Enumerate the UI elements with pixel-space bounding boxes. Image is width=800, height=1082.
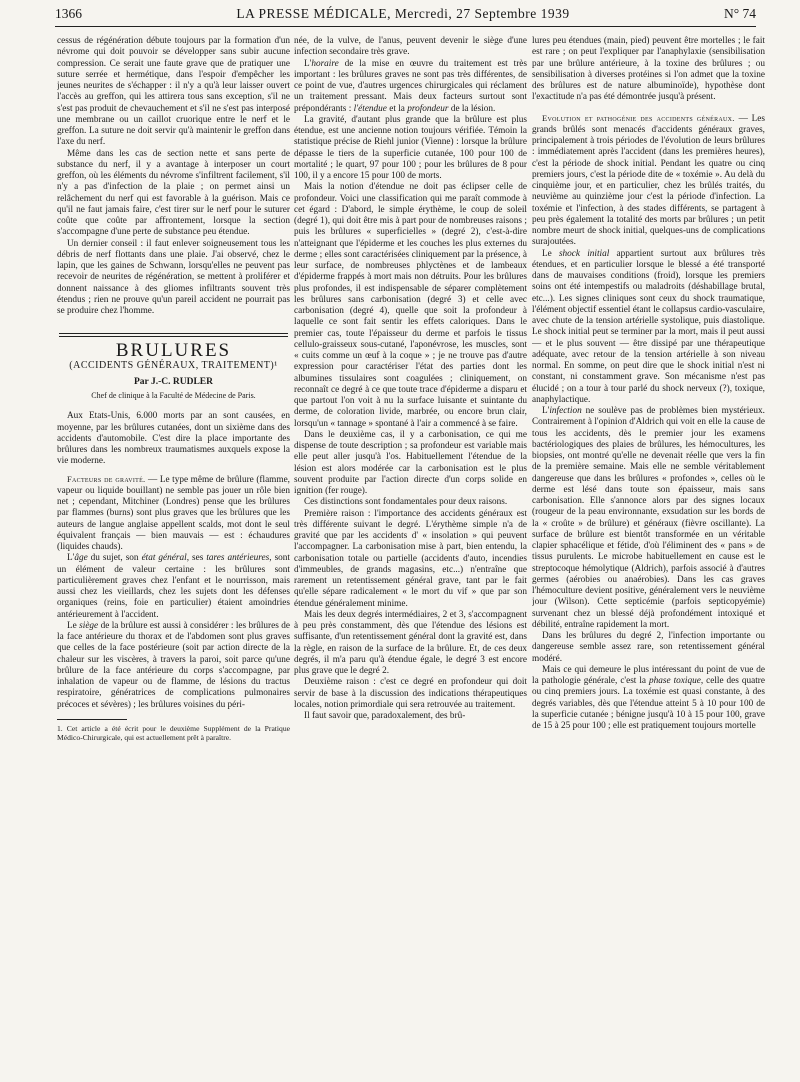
article-separator	[59, 333, 288, 337]
column-left	[57, 36, 290, 1036]
paragraph: Première raison : l'importance des accidents généraux est très différente suivant le degré. L'érythème simple n'a de gravité que par les accidents d' « insolation » qui peuvent l'accompagner. La carbonisation mise à part, bien entendu, la carbonisation totale ou partielle (accidents d'auto, incendies d'immeubles, de grands magasins, etc...) n'entraîne que rarement un retentissement général grave, tant par le fait qu'elle sépare radicalement « le mort du vif » que par son étendue généralement minime.	[294, 508, 527, 609]
paragraph: La gravité, d'autant plus grande que la brûlure est plus étendue, est une ancienne notion toujours vérifiée. Témoin la statistique précise de Riehl junior (Vienne) : lorsque la brûlure dépasse le tiers de la superficie cutanée, 100 pour 100 de mortalité ; le quart, 97 pour 100 ; pour les brûlures de 8 pour 100, il y a encore 15 pour 100 de morts.	[294, 114, 527, 181]
paragraph: L'âge du sujet, son état général, ses tares antérieures, sont un élément de valeur certaine : les brûlures sont particulièrement graves chez l'enfant et le nourrisson, mais aussi chez les vieillards, chez les sujets dont les défenses organiques (reins, foie en particulier) étaient amoindries antérieurement à l'accident.	[57, 553, 290, 620]
article-affiliation: Chef de clinique à la Faculté de Médecine de Paris.	[91, 391, 256, 400]
footnote-rule	[57, 719, 127, 720]
section-heading: Evolution et pathogénie des accidents généraux.	[542, 112, 735, 123]
paragraph: Même dans les cas de section nette et sans perte de substance du nerf, il y a avantage à interposer un court greffon, où les éléments du névrome s'infiltrent facilement, s'il n'y a pas d'infection de la plaie ; on permet ainsi un relâchement du nerf qui est favorable à la guérison. Mais ce qu'il ne faut jamais faire, c'est tirer sur le nerf pour le suturer coûte que coûte par affrontement, lorsque la section s'accompagne d'une perte de substance peu étendue.	[57, 148, 290, 238]
article-title: BRULURES	[115, 340, 232, 362]
paragraph: Dans le deuxième cas, il y a carbonisation, ce qui me dispense de toute description ; sa profondeur est variable mais elle peut aller jusqu'à l'os. Habituellement l'étendue de la lésion est alors modérée car la carbonisation est le plus souvent produite par l'action directe d'un corps solide en ignition (fer rouge).	[294, 429, 527, 496]
paragraph: cessus de régénération débute toujours par la formation d'un névrome qui doit pouvoir se développer sans subir aucune compression. Ce serait une faute grave que de pratiquer une suture serrée et hermétique, dans l'espoir d'empêcher les jeunes neurites de s'échapper : il n'y a qu'à leur laisser ouvert l'accès au greffon, qui les attirera tous sans exception, s'il ne s'est pas produit de chevauchement et s'il ne s'est pas interposé une membrane ou un caillot cruorique entre le nerf et le greffon. La suture ne doit servir qu'à maintenir le greffon dans l'axe du nerf.	[57, 36, 290, 148]
article-author: Par J.-C. RUDLER	[134, 376, 213, 387]
paragraph: L'horaire de la mise en œuvre du traitement est très important : les brûlures graves ne sont pas très différentes, de ce point de vue, d'autres urgences chirurgicales qui réclament un traitement pressant. Mais deux facteurs surtout sont prépondérants : l'étendue et la profondeur de la lésion.	[294, 58, 527, 114]
paragraph: Deuxième raison : c'est ce degré en profondeur qui doit servir de base à la discussion des indications thérapeutiques locales, notion primordiale qui sera retrouvée au traitement.	[294, 677, 527, 710]
paragraph: Mais les deux degrés intermédiaires, 2 et 3, s'accompagnent à peu près constamment, dès que l'étendue des lésions est suffisante, d'un retentissement général dont la gravité est, dans la règle, en raison de la surface de la brûlure. Et, de ces deux degrés, il m'a paru qu'à étendue égale, le degré 3 est encore plus grave que le degré 2.	[294, 609, 527, 676]
paragraph: Un dernier conseil : il faut enlever soigneusement tous les débris de nerf flottants dans une plaie. J'ai observé, chez le lapin, que les gaines de Schwann, lorsqu'elles ne peuvent pas recevoir de neurites de régénération, se mettent à proliférer et donnent naissance à des gliomes infiltrants souvent très étendus ; rien ne prouve qu'un pareil accident ne pourrait pas se produire chez l'homme.	[57, 238, 290, 316]
column-middle	[294, 36, 527, 1076]
paragraph: née, de la vulve, de l'anus, peuvent devenir le siège d'une infection secondaire très grave.	[294, 36, 527, 58]
paragraph: Facteurs de gravité. — Le type même de brûlure (flamme, vapeur ou liquide bouillant) ne semble pas jouer un rôle bien net ; cependant, Mitchiner (Londres) pense que les brûlures par flammes (burns) sont plus graves que les brûlures que les auteurs de langue anglaise appellent scalds, mot dont le seul équivalent français — bien mauvais — est : échaudures (liquides chauds).	[57, 473, 290, 552]
header-rule	[55, 26, 756, 27]
paragraph: Aux Etats-Unis, 6.000 morts par an sont causées, en moyenne, par les brûlures cutanées, dont un sixième dans des accidents d'automobile. C'est dire la place importante des brûlures dans les nombreux traumatismes auxquels expose la vie moderne.	[57, 411, 290, 467]
issue-number: N° 74	[723, 6, 756, 21]
paragraph: Mais ce qui demeure le plus intéressant du point de vue de la pathologie générale, c'est la phase toxique, celle des quatre ou cinq premiers jours. La toxémie est quasi constante, à des degrés variables, dès que l'étendue atteint 5 à 10 pour 100 de la superficie cutanée ; bénigne jusqu'à 10 à 15 pour 100, grave de 15 à 25 pour 100 ; elle est pratiquement toujours mortelle	[532, 664, 765, 731]
page-number: 1366	[55, 6, 82, 21]
footnote: 1. Cet article a été écrit pour le deuxième Supplément de la Pratique Médico-Chirurgicale, qui est actuellement prêt à paraître.	[57, 723, 290, 742]
paragraph: lures peu étendues (main, pied) peuvent être mortelles ; le fait est rare ; on peut l'expliquer par l'anaphylaxie (sensibilisation par une brûlure antérieure, à la toxine des brûlures ; ou sensibilisation à diverses protéines si l'on admet que la toxine des brûlures est de nature albuminoïde), hypothèse dont l'exactitude n'a pas été démontrée jusqu'à présent.	[532, 36, 765, 103]
article-subtitle: (ACCIDENTS GÉNÉRAUX, TRAITEMENT)¹	[69, 359, 278, 371]
paragraph: Evolution et pathogénie des accidents généraux. — Les grands brûlés sont menacés d'accidents généraux graves, principalement à trois périodes de l'évolution de leurs brûlures : immédiatement après l'accident (dans les premières heures), c'est la période de shock initial. Pendant les quatre ou cinq premiers jours, c'est la période dite de « toxémie ». Au delà du cinquième jour, et en particulier, chez les brûlés traités, du neuvième au quinzième jour c'est la période d'infection. La toxémie et l'infection, à des stades différents, se partagent à peu près également la totalité des morts par brûlures ; un petit nombre meurt de shock initial, quelques-uns de complications surajoutées.	[532, 112, 765, 248]
paragraph: Il faut savoir que, paradoxalement, des brû-	[304, 711, 466, 721]
paragraph: Le siège de la brûlure est aussi à considérer : les brûlures de la face antérieure du thorax et de l'abdomen sont plus graves que celles de la face postérieure (soit par action directe de la chaleur sur les viscères, à travers la paroi, soit parce qu'une brûlure de la face antérieure du corps s'accompagne, par inhalation de vapeur ou de flamme, de lésions du tractus respiratoire, génératrices de complications pulmonaires précoces et sévères) ; les brûlures voisines du péri-	[57, 620, 290, 710]
journal-title: LA PRESSE MÉDICALE, Mercredi, 27 Septembre 1939	[236, 6, 570, 21]
paragraph: Ces distinctions sont fondamentales pour deux raisons.	[304, 497, 508, 508]
paragraph: Le shock initial appartient surtout aux brûlures très étendues, et en particulier lorsque le blessé a été transporté dans de mauvaises conditions (froid), lorsque les premiers soins ont été intempestifs ou maladroits (déshabillage brutal, etc...). Les signes cliniques sont ceux du shock traumatique, l'élément objectif essentiel étant le collapsus cardio-vasculaire, avec chute de la tension artérielle systolique, puis diastolique. Le shock initial peut se terminer par la mort, mais il peut aussi — et le plus souvent — être dissipé par une thérapeutique adéquate, avec retour de la tension artérielle à son niveau normal. En somme, on peut dire que le shock initial n'est ni constant, ni constamment grave. Son mécanisme n'est pas élucidé ; on a tour à tour parlé du shock nerveux (?), toxique, anaphylactique.	[532, 248, 765, 405]
paragraph: Dans les brûlures du degré 2, l'infection importante ou dangereuse semble assez rare, son retentissement général modéré.	[532, 631, 765, 664]
paragraph: L'infection ne soulève pas de problèmes bien mystérieux. Contrairement à l'opinion d'Aldrich qui voit en elle la cause de tous les accidents, dès le premier jour les examens bactériologiques des plaies de brûlures, les hémocultures, les biopsies, ont montré qu'elle ne devenait réelle que vers la fin de la première semaine. Mais elle ne semble véritablement dangereuse que dans les brûlures « profondes », celles où le derme est lésé dans toute son épaisseur, mais sans carbonisation. Elle s'annonce alors par des signes locaux (rougeur de la peau environnante, exsudation sur les bords de la « croûte » de brûlure) et généraux (fièvre oscillante). La surface de brûlure est bientôt transformée en un véritable clapier sphacélique et fétide, d'où l'éliminent des « pans » de tissus purulents. Le microbe habituellement en cause est le streptocoque hémolytique (Aldrich), parfois associé à d'autres germes (aérobies ou anaérobies). Dans les cas graves l'hémoculture devient positive, généralement vers le neuvième jour (Wilson). Cette septicémie (parfois septicopyémie) survenant chez un blessé déjà profondément intoxiqué et débilité, entraîne rapidement la mort.	[532, 406, 765, 630]
section-heading: Facteurs de gravité.	[67, 473, 146, 484]
column-right	[532, 36, 765, 1076]
paragraph: Mais la notion d'étendue ne doit pas éclipser celle de profondeur. Voici une classification qui me paraît commode à cet égard : D'abord, le simple érythème, le coup de soleil (degré 1), qui doit être mis à part pour de nombreuses raisons ; puis les brûlures « superficielles » (degré 2), c'est-à-dire n'atteignant que l'épiderme et les couches les plus externes du derme ; elles sont caractérisées cliniquement par la présence, à leur surface, de nombreuses phlyctènes et de lambeaux d'épiderme frappés à mort mais non détruits. Pour les brûlures plus profondes, il est indispensable de séparer complètement les brûlures sans carbonisation (degré 3) et celle avec carbonisation (degré 4), quelle que soit la profondeur à laquelle ce sont fait sentir les effets caloriques. Dans le premier cas, toute l'épaisseur du derme et parfois le tissus cellulo-graisseux sous-cutané, l'aponévrose, les muscles, sont « cuits comme un œuf à la coque » ; je ne trouve pas d'autre expression pour caractériser l'état des parties dont les albumines tissulaires sont coagulées ; cliniquement, on reconnaît ce degré à ce que toute trace d'épiderme a disparu et que partout l'on voit à nu la surface luisante et suintante du derme, de coloration livide, marbrée, ou encore brun clair, lorsqu'un « tannage » spontané à l'air a commencé à se faire.	[294, 182, 527, 429]
page-header	[55, 6, 756, 26]
